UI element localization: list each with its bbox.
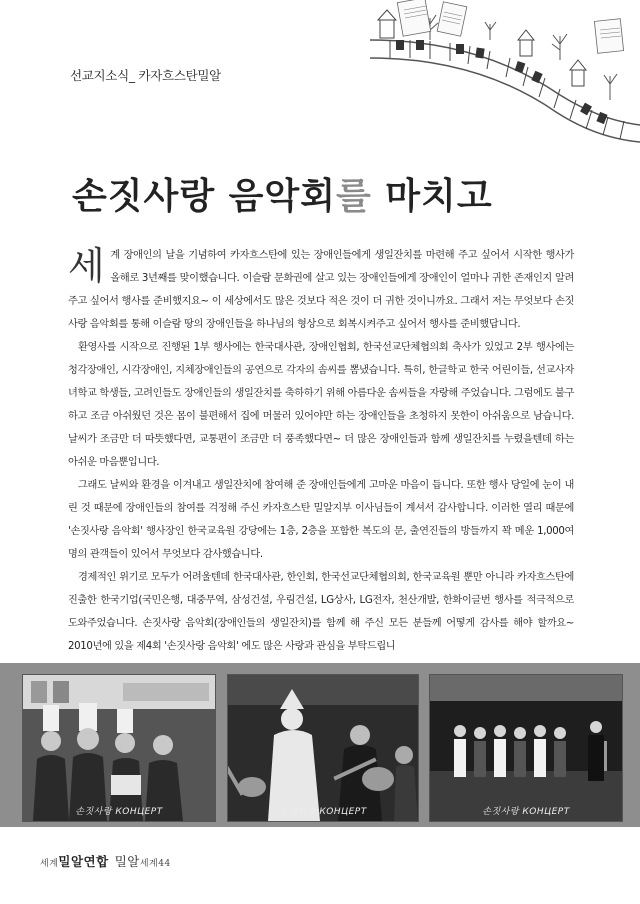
photo-2-logo: 손짓사랑 КОНЦЕРТ — [279, 807, 367, 817]
footer-name: 밀알 — [114, 854, 140, 869]
photo-1-scene — [23, 675, 215, 821]
paragraph-2: 환영사를 시작으로 진행된 1부 행사에는 한국대사관, 장애인협회, 한국선교단체협의회 축사가 있었고 2부 행사에는 청각장애인, 시각장애인, 지체장애인들의 공연으로 각자의 솜씨를 뽐냈습니다. 특히, 한글학교 한국 어린이들, 선교사자녀학교 학생들, 고려인들도 장애인들의 생일잔치를 축하하기 위해 아름다운 솜씨들을 자랑해 주었습니다. 그럼에도 불구하고 조금 아쉬웠던 것은 몸이 불편해서 집에 머물러 있어야만 하는 장애인들을 초청하지 못한이 아쉬움으로 남습니다. 날씨가 조금만 더 따뜻했다면, 교통편이 조금만 더 풍족했다면~ 더 많은 장애인들과 함께 생일잔치를 누렸을텐데 하는 아쉬운 마음뿐입니다. — [68, 342, 574, 468]
photo-performers-hats — [22, 674, 216, 822]
footer-prefix: 세계 — [40, 859, 59, 869]
footer-issue: 44 — [158, 859, 171, 869]
photo-3-scene — [430, 675, 622, 821]
photo-1-logo: 손짓사랑 КОНЦЕРТ — [75, 807, 163, 817]
piano-town-illustration — [360, 0, 640, 150]
drop-cap: 세 — [68, 244, 105, 288]
paragraph-3: 그래도 날씨와 환경을 이겨내고 생일잔치에 참여해 준 장애인들에게 고마운 마음이 듭니다. 또한 행사 당일에 눈이 내린 것 때문에 장애인들의 참여를 걱정해 주신 카자흐스탄 밀알지부 이사님들이 계셔서 감사합니다. 이러한 열리 때문에 '손짓사랑 음악회' 행사장인 한국교육원 강당에는 1층, 2층을 포함한 복도의 문, 출연진들의 방들까지 꽉 메운 1,000여명의 관객들이 있어서 무엇보다 감사했습니다. — [68, 480, 574, 560]
photo-traditional-musicians — [227, 674, 419, 822]
footer-magazine-title: 밀알연합 — [58, 854, 109, 869]
footer-suffix: 세계 — [139, 859, 159, 869]
title-accent: 를 — [335, 175, 372, 217]
title-end: 마치고 — [371, 175, 493, 217]
paragraph-1 — [68, 244, 574, 336]
article-body — [68, 244, 574, 658]
photo-3-logo: 손짓사랑 КОНЦЕРТ — [482, 807, 570, 817]
section-label: 선교지소식_ 카자흐스탄밀알 — [70, 68, 221, 83]
paragraph-1-text: 계 장애인의 날을 기념하여 카자흐스탄에 있는 장애인들에게 생일잔치를 마련해 주고 싶어서 시작한 행사가 올해로 3년째를 맞이했습니다. 이슬람 문화권에 살고 있는 장애인들에게 장애인이 얼마나 귀한 존재인지 알려 주고 싶어서 행사를 준비했지요~ 이 세상에서도 많은 것보다 적은 것이 더 귀한 것이니까요. 그래서 저는 무엇보다 손짓사랑 음악회를 통해 이슬람 땅의 장애인들을 하나님의 형상으로 회복시켜주고 싶어서 행사를 준비했답니다. — [68, 250, 574, 330]
photo-stage-performers — [429, 674, 623, 822]
footer — [40, 852, 171, 870]
paragraph-4: 경제적인 위기로 모두가 어려울텐데 한국대사관, 한인회, 한국선교단체협의회, 한국교육원 뿐만 아니라 카자흐스탄에 진출한 한국기업(국민은행, 대중무역, 삼성건설, 우림건설, LG상사, LG전자, 천산개발, 한화이글번 행사를 적극적으로 도와주었습니다. 손짓사랑 음악회(장애인들의 생일잔치)를 함께 해 주신 모든 분들께 어떻게 감사를 해야 할까요~ 2010년에 있을 제4회 '손짓사랑 음악회' 에도 많은 사랑과 관심을 부탁드립니 — [68, 572, 574, 652]
article-title — [72, 168, 572, 219]
photo-2-scene — [228, 675, 418, 821]
title-main: 손짓사랑 음악회 — [72, 175, 336, 217]
